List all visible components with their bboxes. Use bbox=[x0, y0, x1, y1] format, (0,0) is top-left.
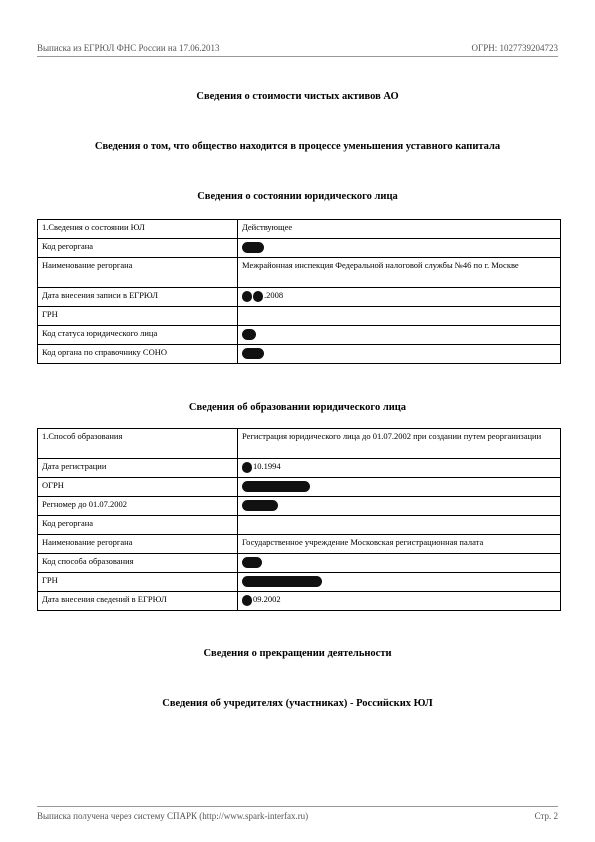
row-label: 1.Способ образования bbox=[38, 429, 238, 459]
row-value bbox=[238, 307, 561, 326]
table-row bbox=[38, 220, 561, 239]
table-row bbox=[38, 573, 561, 592]
row-label: Наименование регоргана bbox=[38, 258, 238, 288]
redaction-mark bbox=[242, 291, 252, 302]
row-label: Код органа по справочнику СОНО bbox=[38, 345, 238, 364]
row-value: Государственное учреждение Московская регистрационная палата bbox=[238, 535, 561, 554]
row-value bbox=[238, 478, 561, 497]
table-row bbox=[38, 459, 561, 478]
row-label: 1.Сведения о состоянии ЮЛ bbox=[38, 220, 238, 239]
row-value bbox=[238, 288, 561, 307]
redaction-mark bbox=[242, 557, 262, 568]
table-row bbox=[38, 497, 561, 516]
footer-divider bbox=[37, 806, 558, 807]
row-value bbox=[238, 459, 561, 478]
table-row bbox=[38, 429, 561, 459]
row-value bbox=[238, 592, 561, 611]
header-ogrn: ОГРН: 1027739204723 bbox=[471, 43, 558, 53]
redaction-mark bbox=[242, 576, 322, 587]
section-title-net-assets: Сведения о стоимости чистых активов АО bbox=[196, 91, 399, 102]
redaction-mark bbox=[253, 291, 263, 302]
table-row bbox=[38, 326, 561, 345]
row-label: Код статуса юридического лица bbox=[38, 326, 238, 345]
formation-table bbox=[37, 428, 561, 611]
row-label: ГРН bbox=[38, 307, 238, 326]
table-row bbox=[38, 307, 561, 326]
redaction-mark bbox=[242, 595, 252, 606]
section-title-termination: Сведения о прекращении деятельности bbox=[203, 648, 392, 659]
row-label: Код способа образования bbox=[38, 554, 238, 573]
row-value bbox=[238, 239, 561, 258]
row-label: Дата внесения сведений в ЕГРЮЛ bbox=[38, 592, 238, 611]
table-row bbox=[38, 258, 561, 288]
table-row bbox=[38, 239, 561, 258]
row-value bbox=[238, 554, 561, 573]
redaction-mark bbox=[242, 462, 252, 473]
row-value bbox=[238, 497, 561, 516]
table-row bbox=[38, 554, 561, 573]
redaction-mark bbox=[242, 500, 278, 511]
row-value: Регистрация юридического лица до 01.07.2002 при создании путем реорганизации bbox=[238, 429, 561, 459]
row-value: Действующее bbox=[238, 220, 561, 239]
row-value-text: 09.2002 bbox=[253, 594, 281, 604]
row-label: ОГРН bbox=[38, 478, 238, 497]
header-extract-title: Выписка из ЕГРЮЛ ФНС России на 17.06.2013 bbox=[37, 43, 220, 53]
row-label: Дата регистрации bbox=[38, 459, 238, 478]
redaction-mark bbox=[242, 242, 264, 253]
section-title-formation: Сведения об образовании юридического лица bbox=[188, 402, 407, 413]
row-value: Межрайонная инспекция Федеральной налоговой службы №46 по г. Москве bbox=[238, 258, 561, 288]
redaction-mark bbox=[242, 348, 264, 359]
row-label: Регномер до 01.07.2002 bbox=[38, 497, 238, 516]
table-row bbox=[38, 592, 561, 611]
state-table bbox=[37, 219, 561, 364]
footer-page-number: Стр. 2 bbox=[534, 811, 558, 821]
row-value bbox=[238, 345, 561, 364]
row-value-text: 10.1994 bbox=[253, 461, 281, 471]
table-row bbox=[38, 345, 561, 364]
redaction-mark bbox=[242, 329, 256, 340]
row-label: Дата внесения записи в ЕГРЮЛ bbox=[38, 288, 238, 307]
row-label: Код регоргана bbox=[38, 239, 238, 258]
header-divider bbox=[37, 56, 558, 57]
footer-source: Выписка получена через систему СПАРК (http://www.spark-interfax.ru) bbox=[37, 811, 309, 821]
row-value-text: .2008 bbox=[264, 290, 284, 300]
row-value bbox=[238, 516, 561, 535]
table-row bbox=[38, 288, 561, 307]
row-value bbox=[238, 326, 561, 345]
table-row bbox=[38, 516, 561, 535]
page-header bbox=[37, 43, 558, 55]
section-title-founders: Сведения об учредителях (участниках) - Российских ЮЛ bbox=[162, 698, 433, 709]
row-label: Код регоргана bbox=[38, 516, 238, 535]
table-row bbox=[38, 535, 561, 554]
section-title-state: Сведения о состоянии юридического лица bbox=[197, 191, 398, 202]
row-label: Наименование регоргана bbox=[38, 535, 238, 554]
redaction-mark bbox=[242, 481, 310, 492]
row-value bbox=[238, 573, 561, 592]
table-row bbox=[38, 478, 561, 497]
row-label: ГРН bbox=[38, 573, 238, 592]
section-title-capital-reduction: Сведения о том, что общество находится в процессе уменьшения уставного капитала bbox=[94, 141, 501, 152]
